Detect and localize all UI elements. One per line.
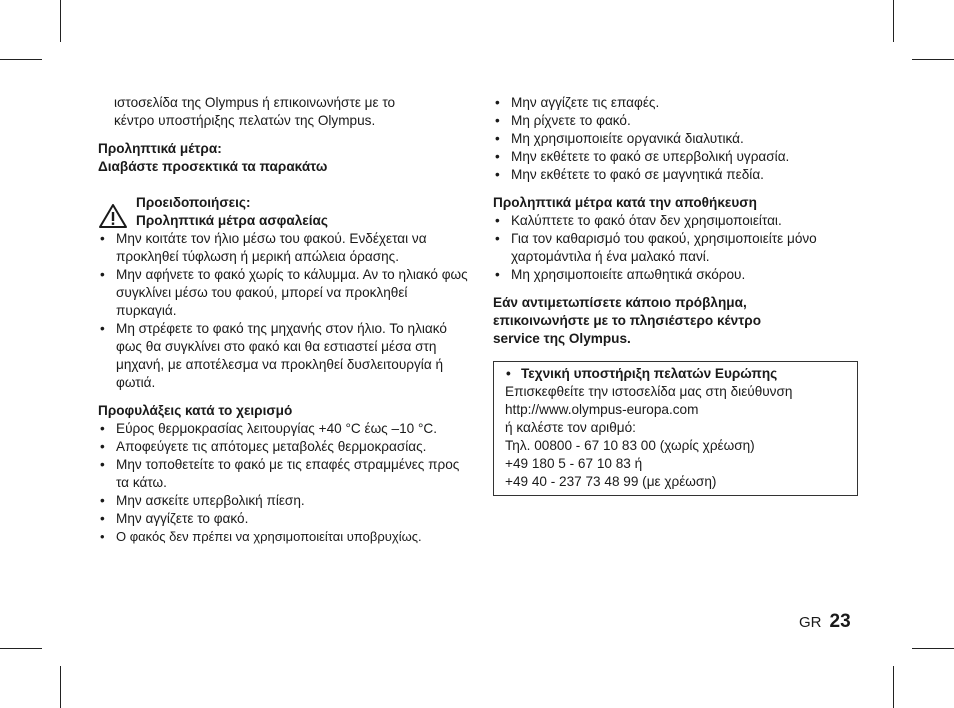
handling-list	[98, 420, 470, 546]
precautions-subtitle: Διαβάστε προσεκτικά τα παρακάτω	[98, 159, 328, 174]
list-item: • Μην αφήνετε το φακό χωρίς το κάλυμμα. Αν το ηλιακό φως συγκλίνει μέσω του φακού, μπορεί να προκληθεί πυρκαγιά.	[98, 266, 470, 320]
crop-mark	[60, 0, 61, 42]
list-item: • Μην εκθέτετε το φακό σε υπερβολική υγρασία.	[493, 148, 858, 166]
list-item: • Μην αγγίζετε το φακό.	[98, 510, 470, 528]
list-item: • Μην εκθέτετε το φακό σε μαγνητικά πεδία.	[493, 166, 858, 184]
list-item: • Μην αγγίζετε τις επαφές.	[493, 94, 858, 112]
list-item: • Καλύπτετε το φακό όταν δεν χρησιμοποιείται.	[493, 212, 858, 230]
page-footer	[799, 611, 851, 633]
crop-mark	[0, 59, 42, 60]
support-box-title: • Τεχνική υποστήριξη πελατών Ευρώπης	[505, 365, 849, 383]
left-column	[98, 94, 470, 546]
list-item: • Μη στρέφετε το φακό της μηχανής στον ήλιο. Το ηλιακό φως θα συγκλίνει στο φακό και θα εστιαστεί μέσα στη μηχανή, με αποτέλεσμα να προκληθεί δυσλειτουργία ή φωτιά.	[98, 320, 470, 392]
intro-line-1: ιστοσελίδα της Olympus ή επικοινωνήστε με το	[114, 95, 396, 110]
support-phone: +49 40 - 237 73 48 99 (με χρέωση)	[505, 474, 717, 489]
crop-mark	[60, 666, 61, 708]
crop-mark	[912, 648, 954, 649]
crop-mark	[0, 648, 42, 649]
warnings-subtitle: Προληπτικά μέτρα ασφαλείας	[136, 213, 328, 228]
crop-mark	[912, 59, 954, 60]
handling-list-continued	[493, 94, 858, 184]
right-column	[493, 94, 858, 496]
list-item: • Για τον καθαρισμό του φακού, χρησιμοποιείτε μόνο χαρτομάντιλα ή ένα μαλακό πανί.	[493, 230, 858, 266]
support-phone: Τηλ. 00800 - 67 10 83 00 (χωρίς χρέωση)	[505, 438, 755, 453]
problem-note-line-3: service της Olympus.	[493, 331, 631, 346]
safety-list	[98, 230, 470, 392]
warnings-title: Προειδοποιήσεις:	[136, 195, 251, 210]
support-line: Επισκεφθείτε την ιστοσελίδα μας στη διεύθυνση	[505, 384, 793, 399]
crop-mark	[893, 0, 894, 42]
list-item: • Μη ρίχνετε το φακό.	[493, 112, 858, 130]
warning-block	[98, 194, 470, 230]
list-item: • Μην κοιτάτε τον ήλιο μέσω του φακού. Ενδέχεται να προκληθεί τύφλωση ή μερική απώλεια όρασης.	[98, 230, 470, 266]
crop-mark	[893, 666, 894, 708]
language-code: GR	[799, 614, 822, 631]
warning-triangle-icon	[98, 203, 128, 229]
list-item: • Μην τοποθετείτε το φακό με τις επαφές στραμμένες προς τα κάτω.	[98, 456, 470, 492]
handling-title: Προφυλάξεις κατά το χειρισμό	[98, 403, 293, 418]
precautions-title: Προληπτικά μέτρα:	[98, 141, 222, 156]
storage-title: Προληπτικά μέτρα κατά την αποθήκευση	[493, 195, 757, 210]
support-line: ή καλέστε τον αριθμό:	[505, 420, 636, 435]
list-item: • Εύρος θερμοκρασίας λειτουργίας +40 °C έως –10 °C.	[98, 420, 470, 438]
support-box	[493, 361, 858, 496]
storage-list	[493, 212, 858, 284]
list-item: • Ο φακός δεν πρέπει να χρησιμοποιείται υποβρυχίως.	[98, 528, 470, 546]
support-phone: +49 180 5 - 67 10 83 ή	[505, 456, 643, 471]
list-item: • Αποφεύγετε τις απότομες μεταβολές θερμοκρασίας.	[98, 438, 470, 456]
problem-note-line-2: επικοινωνήστε με το πλησιέστερο κέντρο	[493, 313, 761, 328]
problem-note-line-1: Εάν αντιμετωπίσετε κάποιο πρόβλημα,	[493, 295, 747, 310]
support-url: http://www.olympus-europa.com	[505, 402, 699, 417]
list-item: • Μην ασκείτε υπερβολική πίεση.	[98, 492, 470, 510]
page-number: 23	[829, 611, 851, 632]
intro-line-2: κέντρο υποστήριξης πελατών της Olympus.	[114, 113, 376, 128]
list-item: • Μη χρησιμοποιείτε απωθητικά σκόρου.	[493, 266, 858, 284]
list-item: • Μη χρησιμοποιείτε οργανικά διαλυτικά.	[493, 130, 858, 148]
